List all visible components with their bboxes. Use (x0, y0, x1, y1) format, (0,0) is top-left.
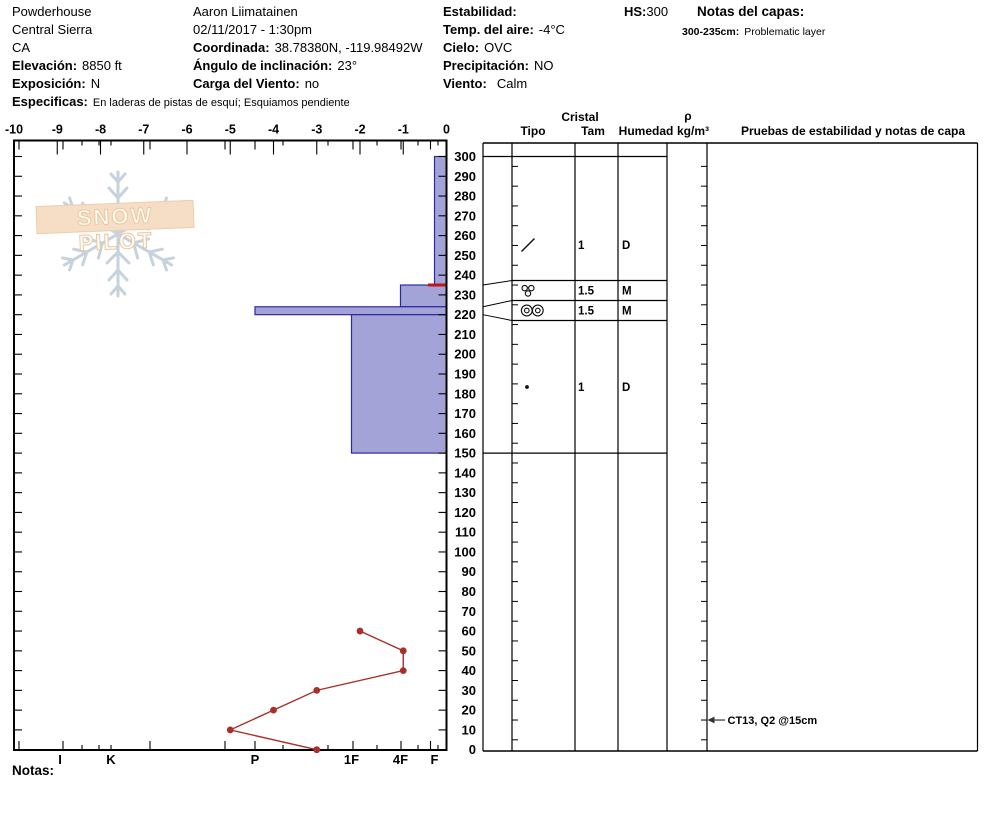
svg-text:30: 30 (461, 682, 476, 698)
svg-text:40: 40 (461, 663, 476, 679)
temperature-point (400, 667, 407, 674)
hardness-labels (58, 752, 438, 767)
density-header: ρ (684, 109, 692, 123)
svg-text:20: 20 (461, 702, 476, 718)
svg-text:-2: -2 (354, 122, 366, 137)
site-state: CA (12, 40, 31, 55)
tam-header: Tam (581, 124, 605, 138)
svg-text:200: 200 (454, 346, 476, 362)
svg-text:250: 250 (454, 247, 476, 263)
svg-text:F: F (430, 752, 439, 767)
svg-text:1: 1 (578, 382, 585, 394)
svg-text:180: 180 (454, 386, 476, 402)
svg-text:70: 70 (461, 603, 476, 619)
svg-text:4F: 4F (392, 752, 409, 767)
layer-note: 300-235cm: Problematic layer (682, 26, 826, 38)
svg-text:-1: -1 (397, 122, 409, 137)
site-region: Central Sierra (12, 22, 93, 37)
dot-icon (525, 385, 529, 389)
svg-text:M: M (622, 285, 632, 298)
svg-text:P: P (250, 752, 260, 767)
svg-text:1.5: 1.5 (578, 285, 594, 298)
layer-bar (352, 315, 447, 453)
svg-text:I: I (58, 752, 62, 767)
svg-text:230: 230 (454, 287, 476, 303)
svg-text:280: 280 (454, 188, 476, 204)
double-bullseye-icon (521, 305, 543, 316)
svg-text:130: 130 (454, 485, 476, 501)
svg-text:140: 140 (454, 465, 476, 481)
svg-text:D: D (622, 382, 631, 394)
svg-text:CT13, Q2 @15cm: CT13, Q2 @15cm (727, 715, 818, 728)
svg-text:K: K (106, 752, 116, 767)
svg-text:M: M (622, 305, 632, 318)
hardness-bars (255, 157, 447, 454)
svg-text:300: 300 (454, 149, 476, 164)
svg-text:D: D (622, 240, 631, 252)
crystal-rows (521, 239, 631, 395)
snowpilot-logo: SNOW PILOT (36, 200, 195, 234)
slash-icon (522, 239, 535, 252)
snow-height: HS:300 (624, 4, 669, 19)
layer-leader-lines (483, 281, 512, 321)
svg-text:0: 0 (443, 122, 450, 137)
cluster-circles-icon (522, 285, 534, 296)
notas-label: Notas: (12, 763, 55, 778)
svg-text:-9: -9 (51, 122, 63, 137)
svg-text:-5: -5 (224, 122, 236, 137)
svg-text:120: 120 (454, 504, 476, 520)
svg-text:190: 190 (454, 366, 476, 382)
temperature-point (313, 746, 320, 753)
temperature-axis (5, 123, 450, 155)
aspect: Exposición: N (12, 76, 101, 91)
temperature-point (227, 727, 234, 734)
svg-text:260: 260 (454, 228, 476, 244)
svg-text:90: 90 (461, 564, 476, 580)
svg-text:110: 110 (455, 524, 476, 540)
sky: Cielo: OVC (443, 40, 513, 55)
temperature-point (313, 687, 320, 694)
svg-text:60: 60 (461, 623, 476, 639)
svg-text:210: 210 (454, 326, 476, 342)
svg-text:1: 1 (578, 240, 585, 252)
depth-labels (454, 149, 476, 757)
stability-annotations (708, 715, 818, 727)
svg-text:220: 220 (454, 307, 476, 323)
specifics: Especificas: En laderas de pistas de esquí; Esquiamos pendiente (12, 94, 350, 109)
humedad-header: Humedad (618, 124, 674, 138)
layer-notes-header: Notas del capas: (697, 4, 805, 19)
layer-bar (401, 285, 447, 307)
svg-text:-3: -3 (311, 122, 323, 137)
svg-text:290: 290 (454, 168, 476, 184)
temperature-point (357, 628, 364, 635)
svg-text:80: 80 (461, 584, 476, 600)
elevation: Elevación: 8850 ft (12, 58, 122, 73)
air-temp: Temp. del aire: -4°C (443, 22, 565, 37)
arrow-left-icon (708, 717, 715, 724)
svg-text:10: 10 (461, 722, 476, 738)
svg-text:100: 100 (454, 544, 476, 560)
temperature-point (400, 647, 407, 654)
precip: Precipitación: NO (443, 58, 554, 73)
temperature-profile (227, 628, 407, 753)
observer: Aaron Liimatainen (193, 4, 298, 19)
cristal-header: Cristal (561, 110, 599, 124)
svg-text:150: 150 (454, 445, 476, 461)
svg-text:-6: -6 (181, 122, 193, 137)
svg-text:270: 270 (454, 208, 476, 224)
svg-text:-8: -8 (94, 122, 107, 137)
crystal-table-grid (483, 143, 978, 751)
svg-text:170: 170 (454, 406, 476, 422)
svg-text:50: 50 (461, 643, 476, 659)
svg-text:1.5: 1.5 (578, 305, 594, 318)
wind: Viento: Calm (443, 76, 528, 91)
datetime: 02/11/2017 - 1:30pm (193, 22, 313, 37)
svg-text:240: 240 (454, 267, 476, 283)
site-name: Powderhouse (12, 4, 92, 19)
svg-text:1F: 1F (343, 752, 360, 767)
layer-bar (255, 307, 447, 315)
svg-text:-4: -4 (267, 122, 280, 137)
svg-text:160: 160 (454, 425, 476, 441)
stability-tests-header: Pruebas de estabilidad y notas de capa (740, 124, 966, 138)
tipo-header: Tipo (520, 124, 546, 138)
svg-text:-7: -7 (138, 122, 150, 137)
wind-loading: Carga del Viento: no (193, 76, 320, 91)
slope-angle: Ángulo de inclinación: 23° (193, 58, 358, 73)
svg-text:-10: -10 (4, 122, 24, 137)
coords: Coordinada: 38.78380N, -119.98492W (193, 40, 423, 55)
stability: Estabilidad: (443, 4, 517, 19)
svg-text:0: 0 (468, 742, 476, 758)
density-units: kg/m³ (676, 124, 710, 138)
temperature-point (270, 707, 277, 714)
